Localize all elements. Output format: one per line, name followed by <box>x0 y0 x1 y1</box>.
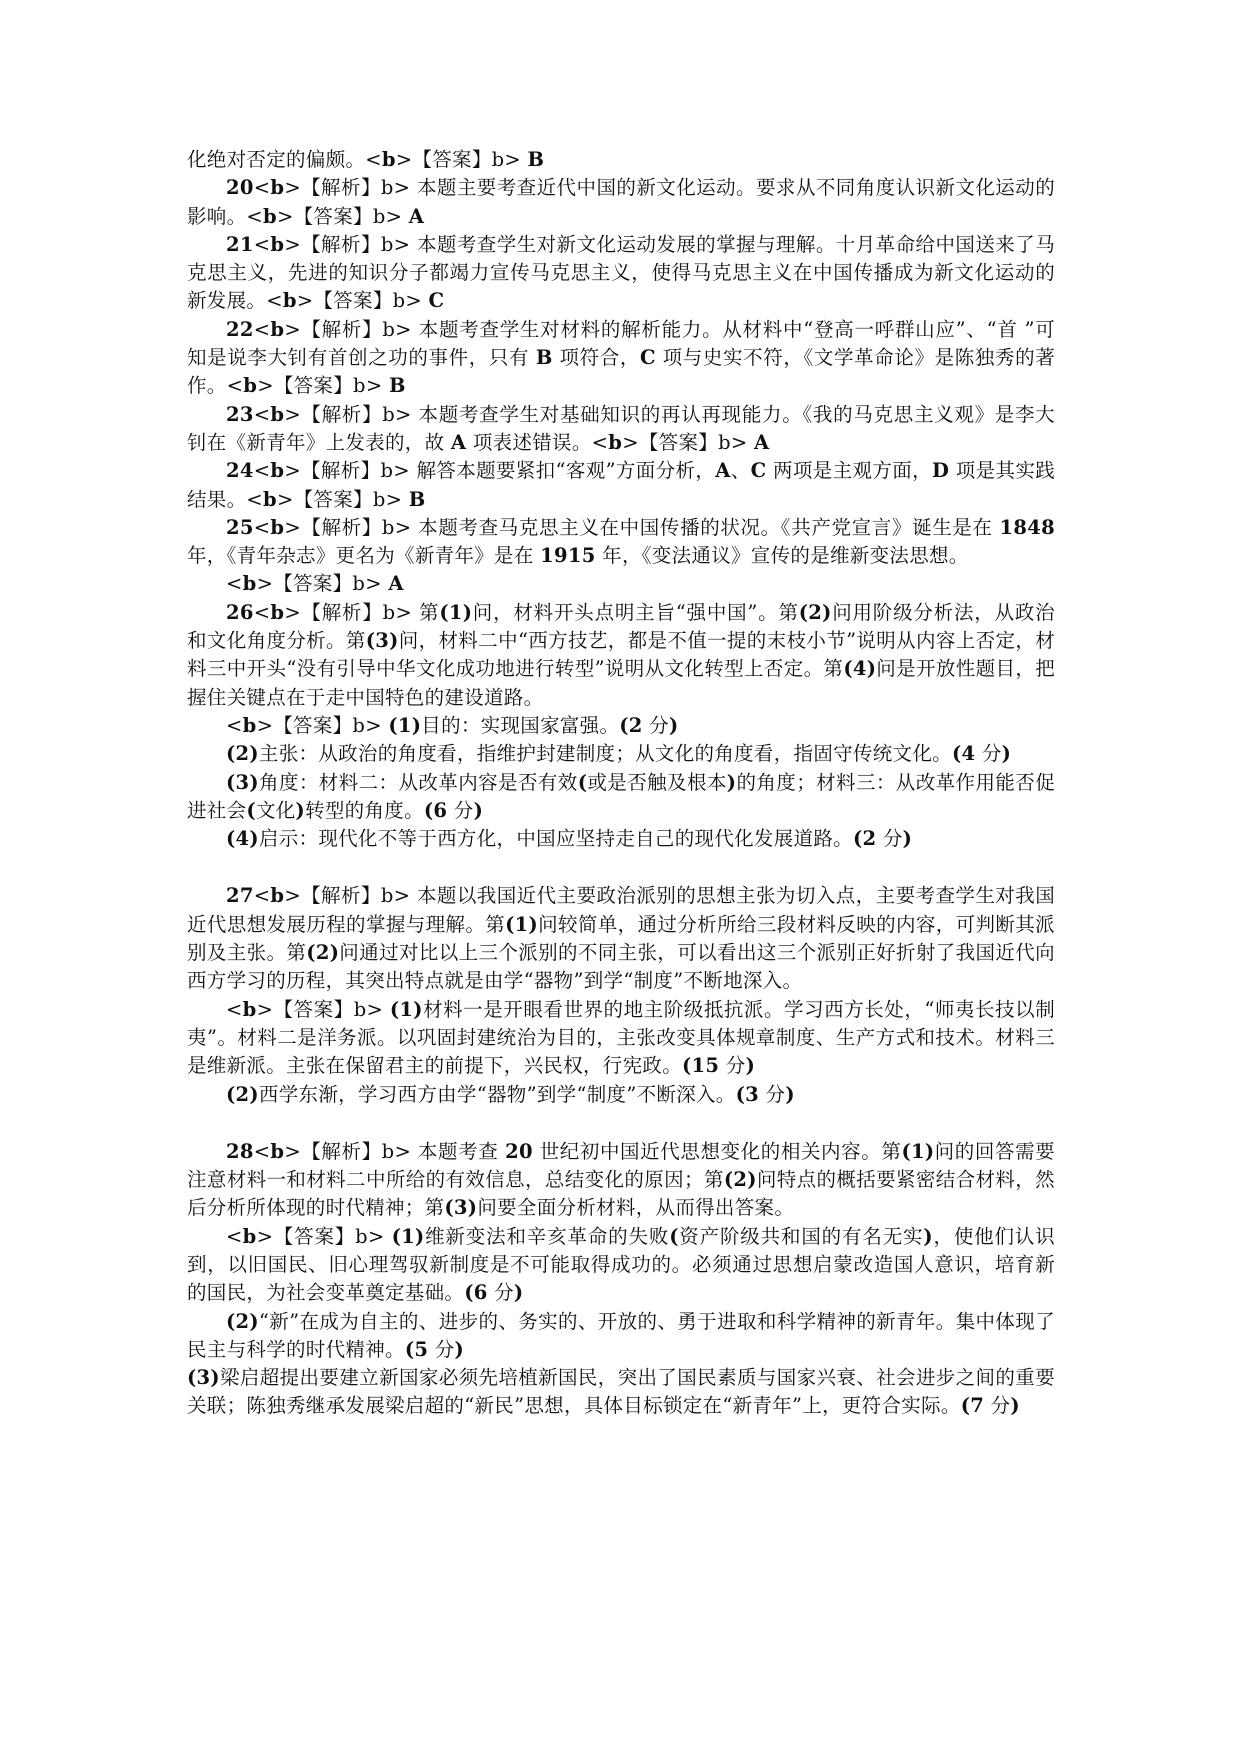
answer-paragraph: <b>【答案】b> (1)材料一是开眼看世界的地主阶级抵抗派。学习西方长处，“师夷长技以制夷”。材料二是洋务派。以巩固封建统治为目的，主张改变具体规章制度、生产方式和技术。材料三是维新派。主张在保留君主的前提下，兴民权，行宪政。(15 分) <box>187 997 1056 1078</box>
answer-paragraph: (2)“新”在成为自主的、进步的、务实的、开放的、勇于进取和科学精神的新青年。集中体现了民主与科学的时代精神。(5 分) <box>187 1309 1055 1361</box>
answer-paragraph: 28<b>【解析】b> 本题考查 20 世纪初中国近代思想变化的相关内容。第(1)问的回答需要注意材料一和材料二中所给的有效信息，总结变化的原因；第(2)问特点的概括要紧密结合材料，然后分析所体现的时代精神；第(3)问要全面分析材料，从而得出答案。 <box>187 1139 1055 1220</box>
answer-paragraph: (2)主张：从政治的角度看，指维护封建制度；从文化的角度看，指固守传统文化。(4 分) <box>226 742 1012 766</box>
answer-paragraph: <b>【答案】b> A <box>226 572 404 596</box>
answer-paragraph: (4)启示：现代化不等于西方化，中国应坚持走自己的现代化发展道路。(2 分) <box>226 827 913 851</box>
answer-explanations <box>187 146 1055 1421</box>
answer-paragraph: 化绝对否定的偏颇。<b>【答案】b> B <box>187 148 545 171</box>
answer-paragraph: (3)角度：材料二：从改革内容是否有效(或是否触及根本)的角度；材料三：从改革作用能否促进社会(文化)转型的角度。(6 分) <box>187 770 1055 822</box>
answer-paragraph: 24<b>【解析】b> 解答本题要紧扣“客观”方面分析，A、C 两项是主观方面，D 项是其实践结果。<b>【答案】b> B <box>187 459 1055 511</box>
answer-paragraph: 23<b>【解析】b> 本题考查学生对基础知识的再认再现能力。《我的马克思主义观》是李大钊在《新青年》上发表的，故 A 项表述错误。<b>【答案】b> A <box>187 402 1055 454</box>
answer-paragraph: <b>【答案】b> (1)维新变法和辛亥革命的失败(资产阶级共和国的有名无实)，使他们认识到，以旧国民、旧心理驾驭新制度是不可能取得成功的。必须通过思想启蒙改造国人意识，培育新的国民，为社会变革奠定基础。(6 分) <box>187 1224 1055 1305</box>
answer-paragraph: (2)西学东渐，学习西方由学“器物”到学“制度”不断深入。(3 分) <box>226 1082 795 1106</box>
answer-paragraph: 20<b>【解析】b> 本题主要考查近代中国的新文化运动。要求从不同角度认识新文化运动的影响。<b>【答案】b> A <box>187 176 1055 228</box>
answer-paragraph: 26<b>【解析】b> 第(1)问，材料开头点明主旨“强中国”。第(2)问用阶级分析法，从政治和文化角度分析。第(3)问，材料二中“西方技艺，都是不值一提的末枝小节”说明从内容上否定，材料三中开头“没有引导中华文化成功地进行转型”说明从文化转型上否定。第(4)问是开放性题目，把握住关键点在于走中国特色的建设道路。 <box>187 600 1056 709</box>
answer-paragraph: <b>【答案】b> (1)目的：实现国家富强。(2 分) <box>226 713 679 737</box>
answer-paragraph: (3)梁启超提出要建立新国家必须先培植新国民，突出了国民素质与国家兴衰、社会进步之间的重要关联；陈独秀继承发展梁启超的“新民”思想，具体目标锁定在“新青年”上，更符合实际。(7 分) <box>187 1366 1055 1418</box>
answer-paragraph: 25<b>【解析】b> 本题考查马克思主义在中国传播的状况。《共产党宣言》诞生是在 1848 年，《青年杂志》更名为《新青年》是在 1915 年，《变法通议》宣传的是维新变法思想。 <box>187 515 1055 568</box>
section-gap <box>187 853 1055 882</box>
answer-paragraph: 27<b>【解析】b> 本题以我国近代主要政治派别的思想主张为切入点，主要考查学生对我国近代思想发展历程的掌握与理解。第(1)问较简单，通过分析所给三段材料反映的内容，可判断其派别及主张。第(2)问通过对比以上三个派别的不同主张，可以看出这三个派别正好折射了我国近代向西方学习的历程，其突出特点就是由学“器物”到学“制度”不断地深入。 <box>187 884 1055 993</box>
answer-paragraph: 22<b>【解析】b> 本题考查学生对材料的解析能力。从材料中“登高一呼群山应”、“首 ”可知是说李大钊有首创之功的事件，只有 B 项符合，C 项与史实不符，《文学革命论》是陈独秀的著作。<b>【答案】b> B <box>187 317 1056 398</box>
section-gap <box>187 1109 1055 1138</box>
answer-paragraph: 21<b>【解析】b> 本题考查学生对新文化运动发展的掌握与理解。十月革命给中国送来了马克思主义，先进的知识分子都竭力宣传马克思主义，使得马克思主义在中国传播成为新文化运动的新发展。<b>【答案】b> C <box>187 232 1055 313</box>
